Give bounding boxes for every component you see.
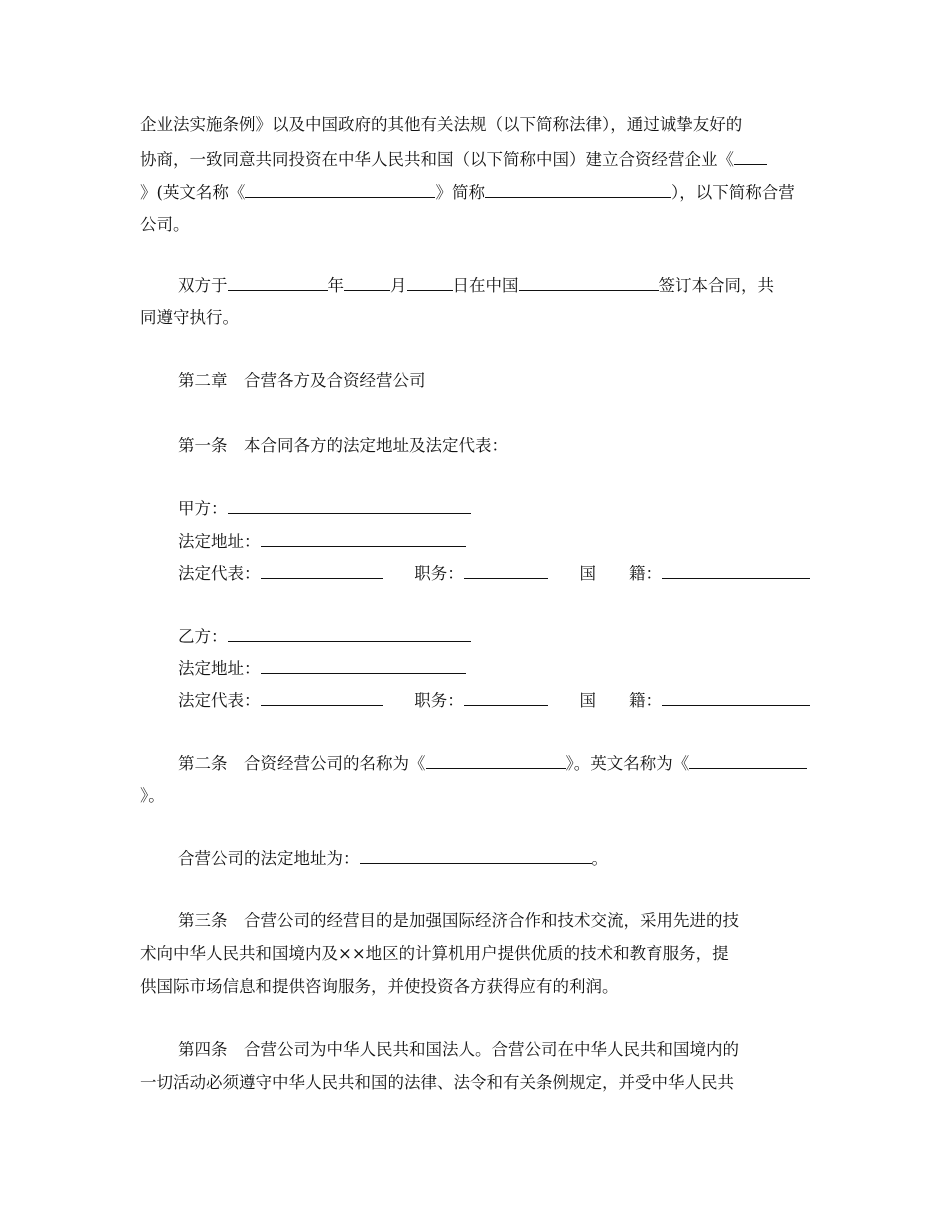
party-a-name-blank[interactable] <box>228 497 471 514</box>
jv-name-blank[interactable] <box>426 752 566 769</box>
month-blank[interactable] <box>344 274 390 291</box>
article-3-text-3: 供国际市场信息和提供咨询服务，并使投资各方获得应有的利润。 <box>140 977 619 996</box>
party-b-position-label: 职务： <box>414 691 464 710</box>
intro-line-3 <box>140 181 795 204</box>
party-b-rep-label: 法定代表： <box>178 691 261 710</box>
article-2-text-a: 第二条 合资经营公司的名称为《 <box>178 754 426 773</box>
english-name-blank[interactable] <box>245 181 435 198</box>
party-a-position-group <box>414 562 548 585</box>
party-a-address-row <box>178 530 466 553</box>
party-a-label: 甲方： <box>178 499 228 518</box>
article-2-text-2: 》。 <box>140 786 165 805</box>
article-3-text-2: 术向中华人民共和国境内及××地区的计算机用户提供优质的技术和教育服务，提 <box>140 944 729 963</box>
party-b-rep-row <box>178 689 810 712</box>
article-4-line-2 <box>140 1072 810 1094</box>
party-a-rep-row <box>178 562 810 585</box>
article-1-text: 第一条 本合同各方的法定地址及法定代表： <box>178 436 508 455</box>
day-blank[interactable] <box>407 274 453 291</box>
signing-text-2: 同遵守执行。 <box>140 308 239 327</box>
party-b-address-blank[interactable] <box>261 657 466 674</box>
party-b-address-row <box>178 657 466 680</box>
intro-line-2 <box>140 148 767 171</box>
party-b-address-label: 法定地址： <box>178 659 261 678</box>
party-b-rep-group <box>178 689 383 712</box>
party-b-name-row <box>178 625 471 648</box>
article-3-line-1 <box>178 910 810 932</box>
article-4-text-2: 一切活动必须遵守中华人民共和国的法律、法令和有关条例规定，并受中华人民共 <box>140 1073 734 1092</box>
signing-text-e: 签订本合同，共 <box>658 276 774 295</box>
intro-text-4: 公司。 <box>140 215 190 234</box>
party-a-nationality-label: 国 籍： <box>579 564 662 583</box>
day-label: 日在中国 <box>452 276 519 295</box>
intro-line-4 <box>140 214 190 236</box>
party-a-position-label: 职务： <box>414 564 464 583</box>
party-a-nationality-group <box>580 562 811 585</box>
intro-line-1 <box>140 114 810 136</box>
short-name-label: 》简称 <box>435 183 485 202</box>
jv-address-label: 合营公司的法定地址为： <box>178 849 360 868</box>
article-2-line-2 <box>140 785 165 807</box>
party-b-nationality-label: 国 籍： <box>579 691 662 710</box>
chapter-2-text: 第二章 合营各方及合资经营公司 <box>178 371 426 390</box>
article-4-line-1 <box>178 1039 810 1061</box>
article-3-line-3 <box>140 976 619 998</box>
article-3-text-1: 第三条 合营公司的经营目的是加强国际经济合作和技术交流，采用先进的技 <box>178 911 739 930</box>
english-name-label: 》(英文名称《 <box>140 183 246 202</box>
signing-place-blank[interactable] <box>519 274 659 291</box>
party-a-address-blank[interactable] <box>261 530 466 547</box>
year-blank[interactable] <box>228 274 328 291</box>
party-b-label: 乙方： <box>178 627 228 646</box>
party-b-position-blank[interactable] <box>464 689 548 706</box>
party-a-rep-blank[interactable] <box>261 562 383 579</box>
month-label: 月 <box>390 276 407 295</box>
article-4-text-1: 第四条 合营公司为中华人民共和国法人。合营公司在中华人民共和国境内的 <box>178 1040 739 1059</box>
party-b-nationality-blank[interactable] <box>662 689 810 706</box>
party-a-position-blank[interactable] <box>464 562 548 579</box>
short-name-blank[interactable] <box>485 181 671 198</box>
party-a-rep-label: 法定代表： <box>178 564 261 583</box>
jv-english-name-blank[interactable] <box>689 752 807 769</box>
jv-address-row <box>178 847 608 870</box>
party-a-nationality-blank[interactable] <box>662 562 810 579</box>
signing-text-a: 双方于 <box>178 276 228 295</box>
party-a-rep-group <box>178 562 383 585</box>
intro-text-2: 协商，一致同意共同投资在中华人民共和国（以下简称中国）建立合资经营企业《 <box>140 150 734 169</box>
party-b-name-blank[interactable] <box>228 625 471 642</box>
jv-address-end: 。 <box>591 849 608 868</box>
party-b-position-group <box>414 689 548 712</box>
chapter-2-heading <box>178 370 426 392</box>
year-label: 年 <box>327 276 344 295</box>
article-2-line-1 <box>178 752 807 775</box>
article-2-text-b: 》。英文名称为《 <box>565 754 690 773</box>
party-a-name-row <box>178 497 471 520</box>
party-b-nationality-group <box>580 689 811 712</box>
article-1 <box>178 435 508 457</box>
company-name-blank[interactable] <box>734 148 767 165</box>
article-3-line-2 <box>140 943 810 965</box>
jv-address-blank[interactable] <box>360 847 592 864</box>
party-a-address-label: 法定地址： <box>178 532 261 551</box>
signing-line-2 <box>140 307 239 329</box>
intro-text-1: 企业法实施条例》以及中国政府的其他有关法规（以下简称法律），通过诚挚友好的 <box>140 115 743 134</box>
signing-line-1 <box>178 274 774 297</box>
party-b-rep-blank[interactable] <box>261 689 383 706</box>
intro-text-3-end: ），以下简称合营 <box>670 183 795 202</box>
